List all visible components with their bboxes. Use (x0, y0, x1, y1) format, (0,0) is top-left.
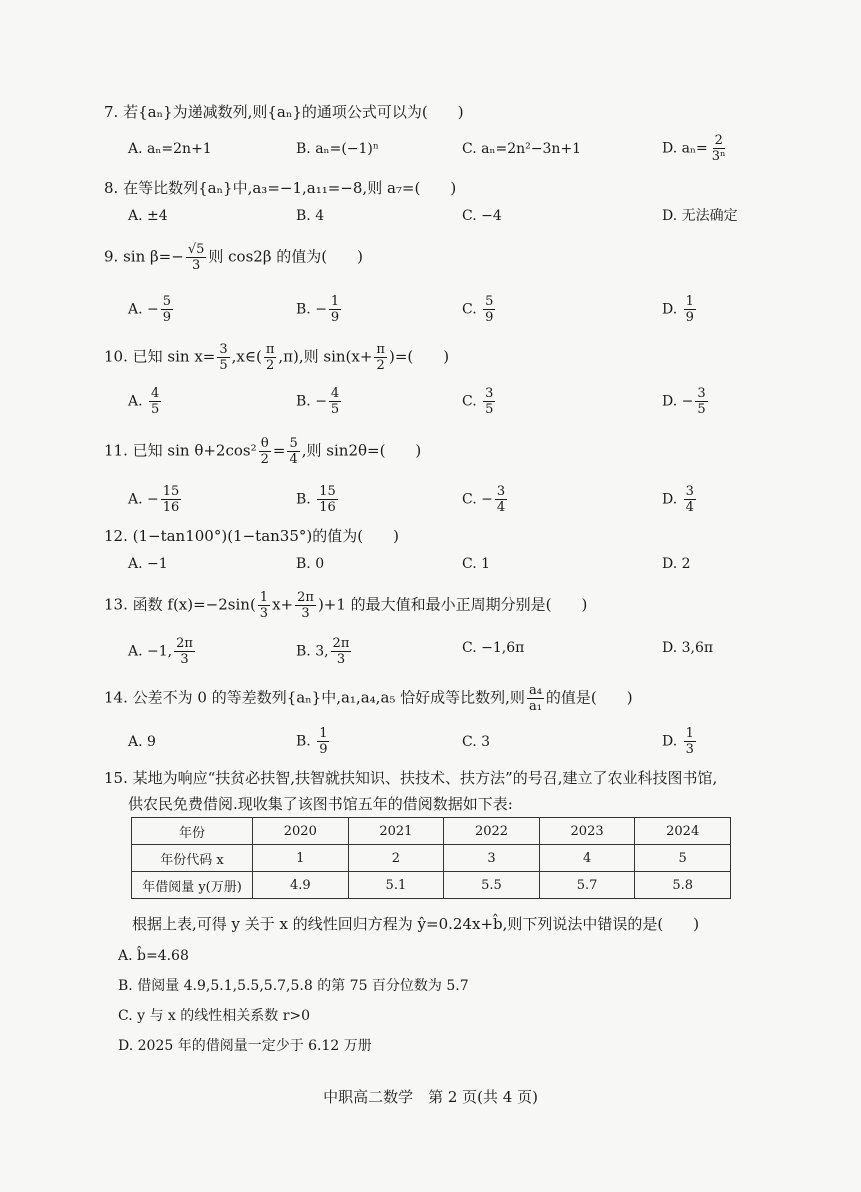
table-cell: 2021 (348, 818, 444, 845)
table-cell: 2024 (635, 818, 731, 845)
question-15-stem-line2: 供农民免费借阅.现收集了该图书馆五年的借阅数据如下表: (128, 795, 513, 813)
table-cell: 5.1 (348, 872, 444, 899)
question-14-option-d: D. $\frac{1}{3}$ (662, 726, 694, 757)
question-15-option-d: D. 2025 年的借阅量一定少于 6.12 万册 (118, 1038, 372, 1054)
question-7-option-a: A. aₙ=2n+1 (128, 141, 212, 157)
question-13-stem: 13. 函数 f(x)=−2sin( $\frac{1}{3}$ x+ $\frac{2\pi}{3}$ )+1 的最大值和最小正周期分别是( ) (104, 590, 588, 621)
table-cell: 年借阅量 y(万册) (132, 872, 253, 899)
question-11-option-c: C. − $\frac{3}{4}$ (462, 484, 506, 515)
question-7-option-d: D. aₙ= $\frac{2}{\text{3ⁿ}}$ (662, 133, 726, 164)
page-footer: 中职高二数学 第 2 页(共 4 页) (323, 1088, 538, 1106)
table-cell: 2 (348, 845, 444, 872)
question-7-option-b: B. aₙ=(−1)ⁿ (296, 141, 379, 157)
question-10-option-d: D. − $\frac{3}{5}$ (662, 386, 706, 417)
question-13-option-b: B. 3, $\frac{2\pi}{3}$ (296, 636, 350, 667)
table-row (132, 872, 731, 899)
question-12-stem: 12. (1−tan100°)(1−tan35°)的值为( ) (104, 527, 399, 545)
question-8-option-d: D. 无法确定 (662, 208, 738, 224)
table-cell: 年份代码 x (132, 845, 253, 872)
question-11-option-a: A. − $\frac{15}{16}$ (128, 484, 180, 515)
question-8-option-c: C. −4 (462, 208, 502, 224)
table-cell: 2023 (539, 818, 635, 845)
question-15-option-a: A. b̂=4.68 (118, 948, 189, 964)
table-row (132, 818, 731, 845)
table-cell: 年份 (132, 818, 253, 845)
table-cell: 5 (635, 845, 731, 872)
question-9-option-d: D. $\frac{1}{9}$ (662, 294, 694, 325)
table-cell: 5.7 (539, 872, 635, 899)
question-10-option-b: B. − $\frac{4}{5}$ (296, 386, 340, 417)
question-15-stem-line3: 根据上表,可得 y 关于 x 的线性回归方程为 ŷ=0.24x+b̂,则下列说法中错误的是( ) (132, 915, 700, 933)
question-14-option-c: C. 3 (462, 734, 491, 750)
question-8-option-b: B. 4 (296, 208, 325, 224)
question-12-option-c: C. 1 (462, 556, 491, 572)
question-15-stem-line1: 15. 某地为响应“扶贫必扶智,扶智就扶知识、扶技术、扶方法”的号召,建立了农业科技图书馆, (104, 769, 718, 787)
question-12-option-b: B. 0 (296, 556, 325, 572)
table-cell: 2022 (444, 818, 540, 845)
question-10-option-a: A. $\frac{4}{5}$ (128, 386, 160, 417)
table-cell: 1 (253, 845, 349, 872)
question-12-option-d: D. 2 (662, 556, 691, 572)
question-11-stem: 11. 已知 sin θ+2cos² $\frac{\theta}{2}$ = $\frac{5}{4}$ ,则 sin2θ=( ) (104, 436, 422, 467)
question-7-option-c: C. aₙ=2n²−3n+1 (462, 141, 582, 157)
borrowing-data-table (131, 817, 731, 899)
table-row (132, 845, 731, 872)
question-13-option-d: D. 3,6π (662, 640, 714, 656)
question-15-option-b: B. 借阅量 4.9,5.1,5.5,5.7,5.8 的第 75 百分位数为 5.7 (118, 978, 469, 994)
question-12-option-a: A. −1 (128, 556, 168, 572)
question-7-stem: 7. 若{aₙ}为递减数列,则{aₙ}的通项公式可以为( ) (104, 103, 464, 121)
question-10-stem: 10. 已知 sin x= $\frac{3}{5}$ ,x∈( $\frac{\pi}{2}$ ,π),则 sin(x+ $\frac{\pi}{2}$ )=( ) (104, 342, 450, 373)
table-cell: 5.8 (635, 872, 731, 899)
question-11-option-d: D. $\frac{3}{4}$ (662, 484, 694, 515)
table-cell: 2020 (253, 818, 349, 845)
question-8-option-a: A. ±4 (128, 208, 168, 224)
question-14-stem: 14. 公差不为 0 的等差数列{aₙ}中,a₁,a₄,a₅ 恰好成等比数列,则 $\frac{\text{a₄}}{\text{a₁}}$ 的值是( ) (104, 683, 633, 714)
question-14-option-b: B. $\frac{1}{9}$ (296, 726, 328, 757)
question-10-option-c: C. $\frac{3}{5}$ (462, 386, 494, 417)
table-cell: 5.5 (444, 872, 540, 899)
question-14-option-a: A. 9 (128, 734, 156, 750)
question-9-stem: 9. sin β=− $\frac{√5}{3}$ 则 cos2β 的值为( ) (104, 242, 363, 273)
question-13-option-a: A. −1, $\frac{2\pi}{3}$ (128, 636, 193, 667)
table-cell: 4 (539, 845, 635, 872)
question-9-option-a: A. − $\frac{5}{9}$ (128, 294, 172, 325)
question-15-option-c: C. y 与 x 的线性相关系数 r>0 (118, 1008, 311, 1024)
question-9-option-c: C. $\frac{5}{9}$ (462, 294, 494, 325)
table-cell: 3 (444, 845, 540, 872)
question-13-option-c: C. −1,6π (462, 640, 525, 656)
question-8-stem: 8. 在等比数列{aₙ}中,a₃=−1,a₁₁=−8,则 a₇=( ) (104, 179, 457, 197)
question-9-option-b: B. − $\frac{1}{9}$ (296, 294, 340, 325)
table-cell: 4.9 (253, 872, 349, 899)
question-11-option-b: B. $\frac{15}{16}$ (296, 484, 336, 515)
